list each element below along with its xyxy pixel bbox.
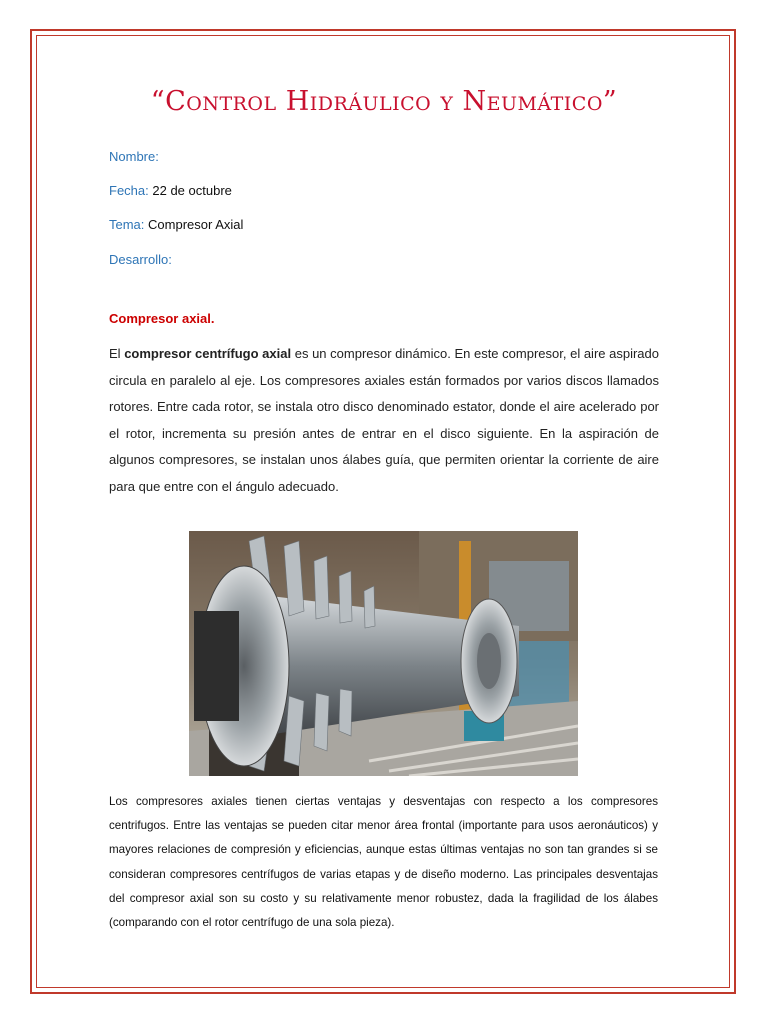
field-desarrollo [109, 252, 172, 267]
desarrollo-label: Desarrollo: [109, 252, 172, 267]
document-title: “Control Hidráulico y Neumático” [150, 86, 618, 117]
fecha-value: 22 de octubre [152, 183, 232, 198]
axial-compressor-photo [189, 531, 578, 776]
paragraph-intro [109, 341, 659, 501]
fecha-label: Fecha: [109, 183, 149, 198]
field-nombre [109, 149, 159, 164]
paragraph-intro-bold: compresor centrífugo axial [124, 346, 292, 361]
paragraph-intro-prefix: El [109, 346, 125, 361]
field-fecha [109, 183, 232, 198]
tema-value: Compresor Axial [148, 217, 244, 232]
paragraph-intro-rest: es un compresor dinámico. En este compresor, el aire aspirado circula en paralelo al eje. Los compresores axiales están formados por varios discos llamados rotores. Entre cada rotor, se instala otro disco denominado estator, donde el aire acelerado por el rotor, incrementa su presión antes de entrar en el disco siguiente. En la aspiración de algunos compresores, se instalan unos álabes guía, que permiten orientar la corriente de aire para que entre con el ángulo adecuado. [109, 346, 659, 494]
nombre-label: Nombre: [109, 149, 159, 164]
field-tema [109, 217, 243, 232]
tema-label: Tema: [109, 217, 145, 232]
paragraph-advantages: Los compresores axiales tienen ciertas ventajas y desventajas con respecto a los compresores centrifugos. Entre las ventajas se pueden citar menor área frontal (importante para usos aeronáuticos) y mayores relaciones de compresión y eficiencias, aunque estas últimas ventajas no son tan grandes si se consideran compresores centrífugos de varias etapas y de diseño moderno. Las principales desventajas del compresor axial son su costo y su relativamente menor robustez, dada la fragilidad de los álabes (comparando con el rotor centrífugo de una sola pieza). [109, 795, 658, 930]
section-title: Compresor axial. [109, 311, 215, 326]
